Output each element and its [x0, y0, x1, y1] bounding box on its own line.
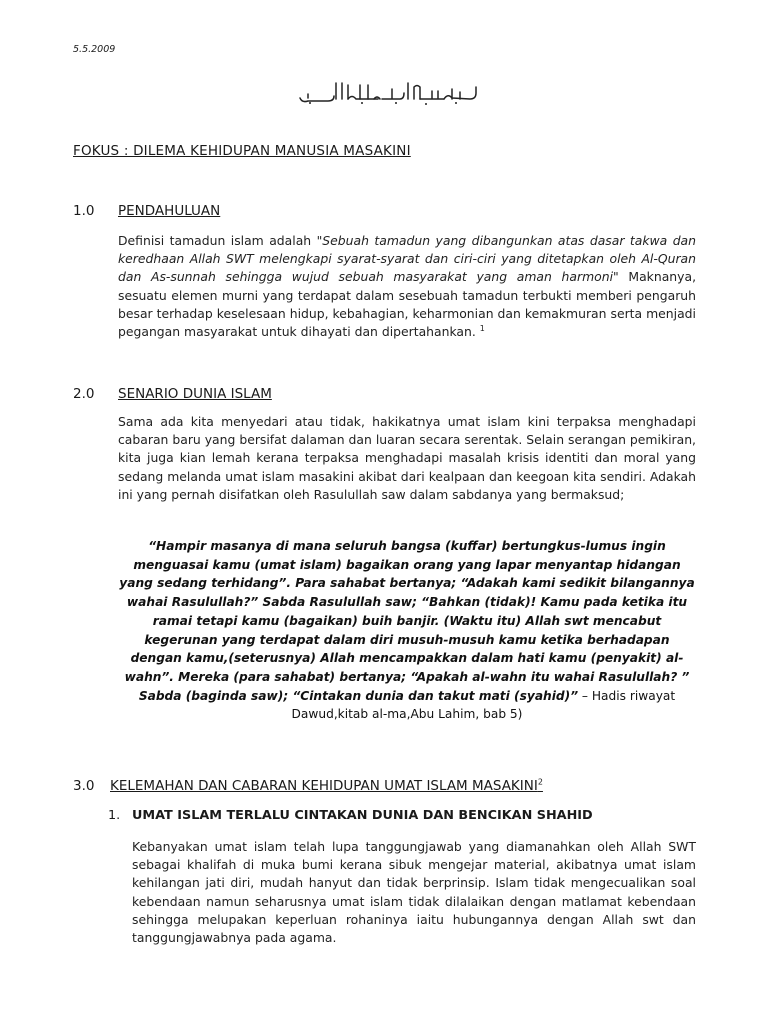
section-3-number: 3.0: [73, 778, 95, 794]
basmala-calligraphy: [296, 80, 480, 106]
section-1-title: PENDAHULUAN: [118, 203, 221, 219]
section-2-number: 2.0: [73, 386, 95, 402]
document-date: 5.5.2009: [73, 44, 116, 55]
section-1-paragraph: [118, 232, 696, 341]
section-3-title-wrap: [110, 778, 543, 794]
section-1-intro: Definisi tamadun islam adalah: [118, 233, 317, 248]
footnote-marker-1: 1: [479, 323, 485, 333]
hadith-source: – Hadis riwayat Dawud,kitab al-ma,Abu Lahim, bab 5): [291, 688, 676, 722]
section-1-number: 1.0: [73, 203, 95, 219]
section-3-title: KELEMAHAN DAN CABARAN KEHIDUPAN UMAT ISLAM MASAKINI: [110, 778, 538, 794]
hadith-text: “Hampir masanya di mana seluruh bangsa (kuffar) bertungkus-lumus ingin menguasai kamu (umat islam) bagaikan orang yang lapar menyantap hidangan yang sedang terhidang”. Para sahabat bertanya; “Adakah kami sedikit bilangannya wahai Rasulullah?” Sabda Rasulullah saw; “Bahkan (tidak)! Kamu pada ketika itu ramai tetapi kamu (bagaikan) buih banjir. (Waktu itu) Allah swt mencabut kegerunan yang terdapat dalam diri musuh-musuh kamu ketika berhadapan dengan kamu,(seterusnya) Allah mencampakkan dalam hati kamu (penyakit) al-wahn”. Mereka (para sahabat) bertanya; “Apakah al-wahn itu wahai Rasulullah? ” Sabda (baginda saw); “Cintakan dunia dan takut mati (syahid)”: [119, 539, 695, 703]
subsection-1-number: 1.: [108, 808, 121, 823]
section-2-paragraph: Sama ada kita menyedari atau tidak, hakikatnya umat islam kini terpaksa menghadapi cabaran baru yang bersifat dalaman dan luaran secara serentak. Selain serangan pemikiran, kita juga kian lemah kerana terpaksa menghadapi masalah krisis identiti dan moral yang sedang melanda umat islam masakini akibat dari kealpaan dan keegoan kita sendiri. Adakah ini yang pernah disifatkan oleh Rasulullah saw dalam sabdanya yang bermaksud;: [118, 414, 696, 502]
section-2-title: SENARIO DUNIA ISLAM: [118, 386, 272, 402]
focus-title: FOKUS : DILEMA KEHIDUPAN MANUSIA MASAKINI: [73, 143, 411, 159]
subsection-1-paragraph: Kebanyakan umat islam telah lupa tanggungjawab yang diamanahkan oleh Allah SWT sebagai khalifah di muka bumi kerana sibuk mengejar material, akibatnya umat islam kehilangan jati diri, mudah hanyut dan tidak berprinsip. Islam tidak mengecualikan soal kebendaan namun seharusnya umat islam tidak dilalaikan dengan matlamat kebendaan sehingga melupakan keperluan rohaninya iaitu hubungannya dengan Allah swt dan tanggungjawabnya pada agama.: [132, 839, 696, 946]
footnote-marker-2: 2: [537, 777, 543, 787]
subsection-1-title: UMAT ISLAM TERLALU CINTAKAN DUNIA DAN BENCIKAN SHAHID: [132, 808, 593, 823]
section-1-body: Maknanya, sesuatu elemen murni yang terdapat dalam sesebuah tamadun terbukti memberi pengaruh besar terhadap keselesaan hidup, kebahagian, keharmonian dan kemakmuran serta menjadi pegangan masyarakat untuk dihayati dan dipertahankan.: [118, 269, 697, 340]
tamadun-definition-quote: "Sebuah tamadun yang dibangunkan atas dasar takwa dan keredhaan Allah SWT melengkapi syarat-syarat dan ciri-ciri yang ditetapkan oleh Al-Quran dan As-sunnah sehingga wujud sebuah masyarakat yang aman harmoni": [118, 233, 697, 285]
hadith-quote: [118, 537, 696, 724]
